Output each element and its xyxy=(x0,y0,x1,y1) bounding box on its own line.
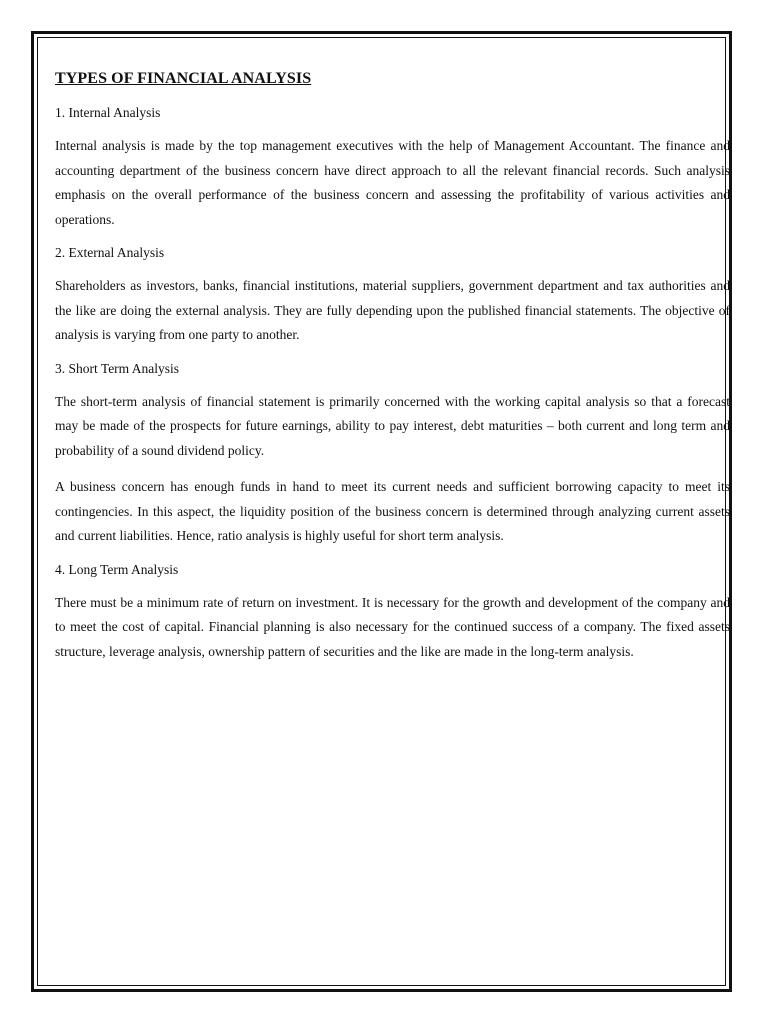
section-external-analysis xyxy=(55,244,730,348)
section-short-term-analysis xyxy=(55,360,730,549)
section-heading: 1. Internal Analysis xyxy=(55,105,161,120)
section-internal-analysis xyxy=(55,104,730,232)
section-heading: 3. Short Term Analysis xyxy=(55,360,180,376)
paragraph: The short-term analysis of financial statement is primarily concerned with the working capital analysis so that a forecast may be made of the prospects for future earnings, ability to pay interest, debt maturities – both current and long term and probability of a sound dividend policy. xyxy=(55,393,730,458)
document-body xyxy=(55,70,730,676)
paragraph: Internal analysis is made by the top management executives with the help of Management Accountant. The finance and accounting department of the business concern have direct approach to all the relevant financial records. Such analysis emphasis on the overall performance of the business concern and assessing the profitability of various activities and operations. xyxy=(55,138,730,227)
paragraph: A business concern has enough funds in hand to meet its current needs and sufficient borrowing capacity to meet its contingencies. In this aspect, the liquidity position of the business concern is determined through analyzing current assets and current liabilities. Hence, ratio analysis is highly useful for short term analysis. xyxy=(55,479,730,543)
section-long-term-analysis xyxy=(55,561,730,665)
paragraph: Shareholders as investors, banks, financial institutions, material suppliers, government department and tax authorities and the like are doing the external analysis. They are fully depending upon the published financial statements. The objective of analysis is varying from one party to another. xyxy=(55,278,730,342)
section-heading: 2. External Analysis xyxy=(55,245,165,260)
section-heading: 4. Long Term Analysis xyxy=(55,561,179,577)
document-title: TYPES OF FINANCIAL ANALYSIS xyxy=(55,70,312,87)
paragraph: There must be a minimum rate of return on investment. It is necessary for the growth and development of the company and to meet the cost of capital. Financial planning is also necessary for the continued success of a company. The fixed assets structure, leverage analysis, ownership pattern of securities and the like are made in the long-term analysis. xyxy=(55,594,730,659)
